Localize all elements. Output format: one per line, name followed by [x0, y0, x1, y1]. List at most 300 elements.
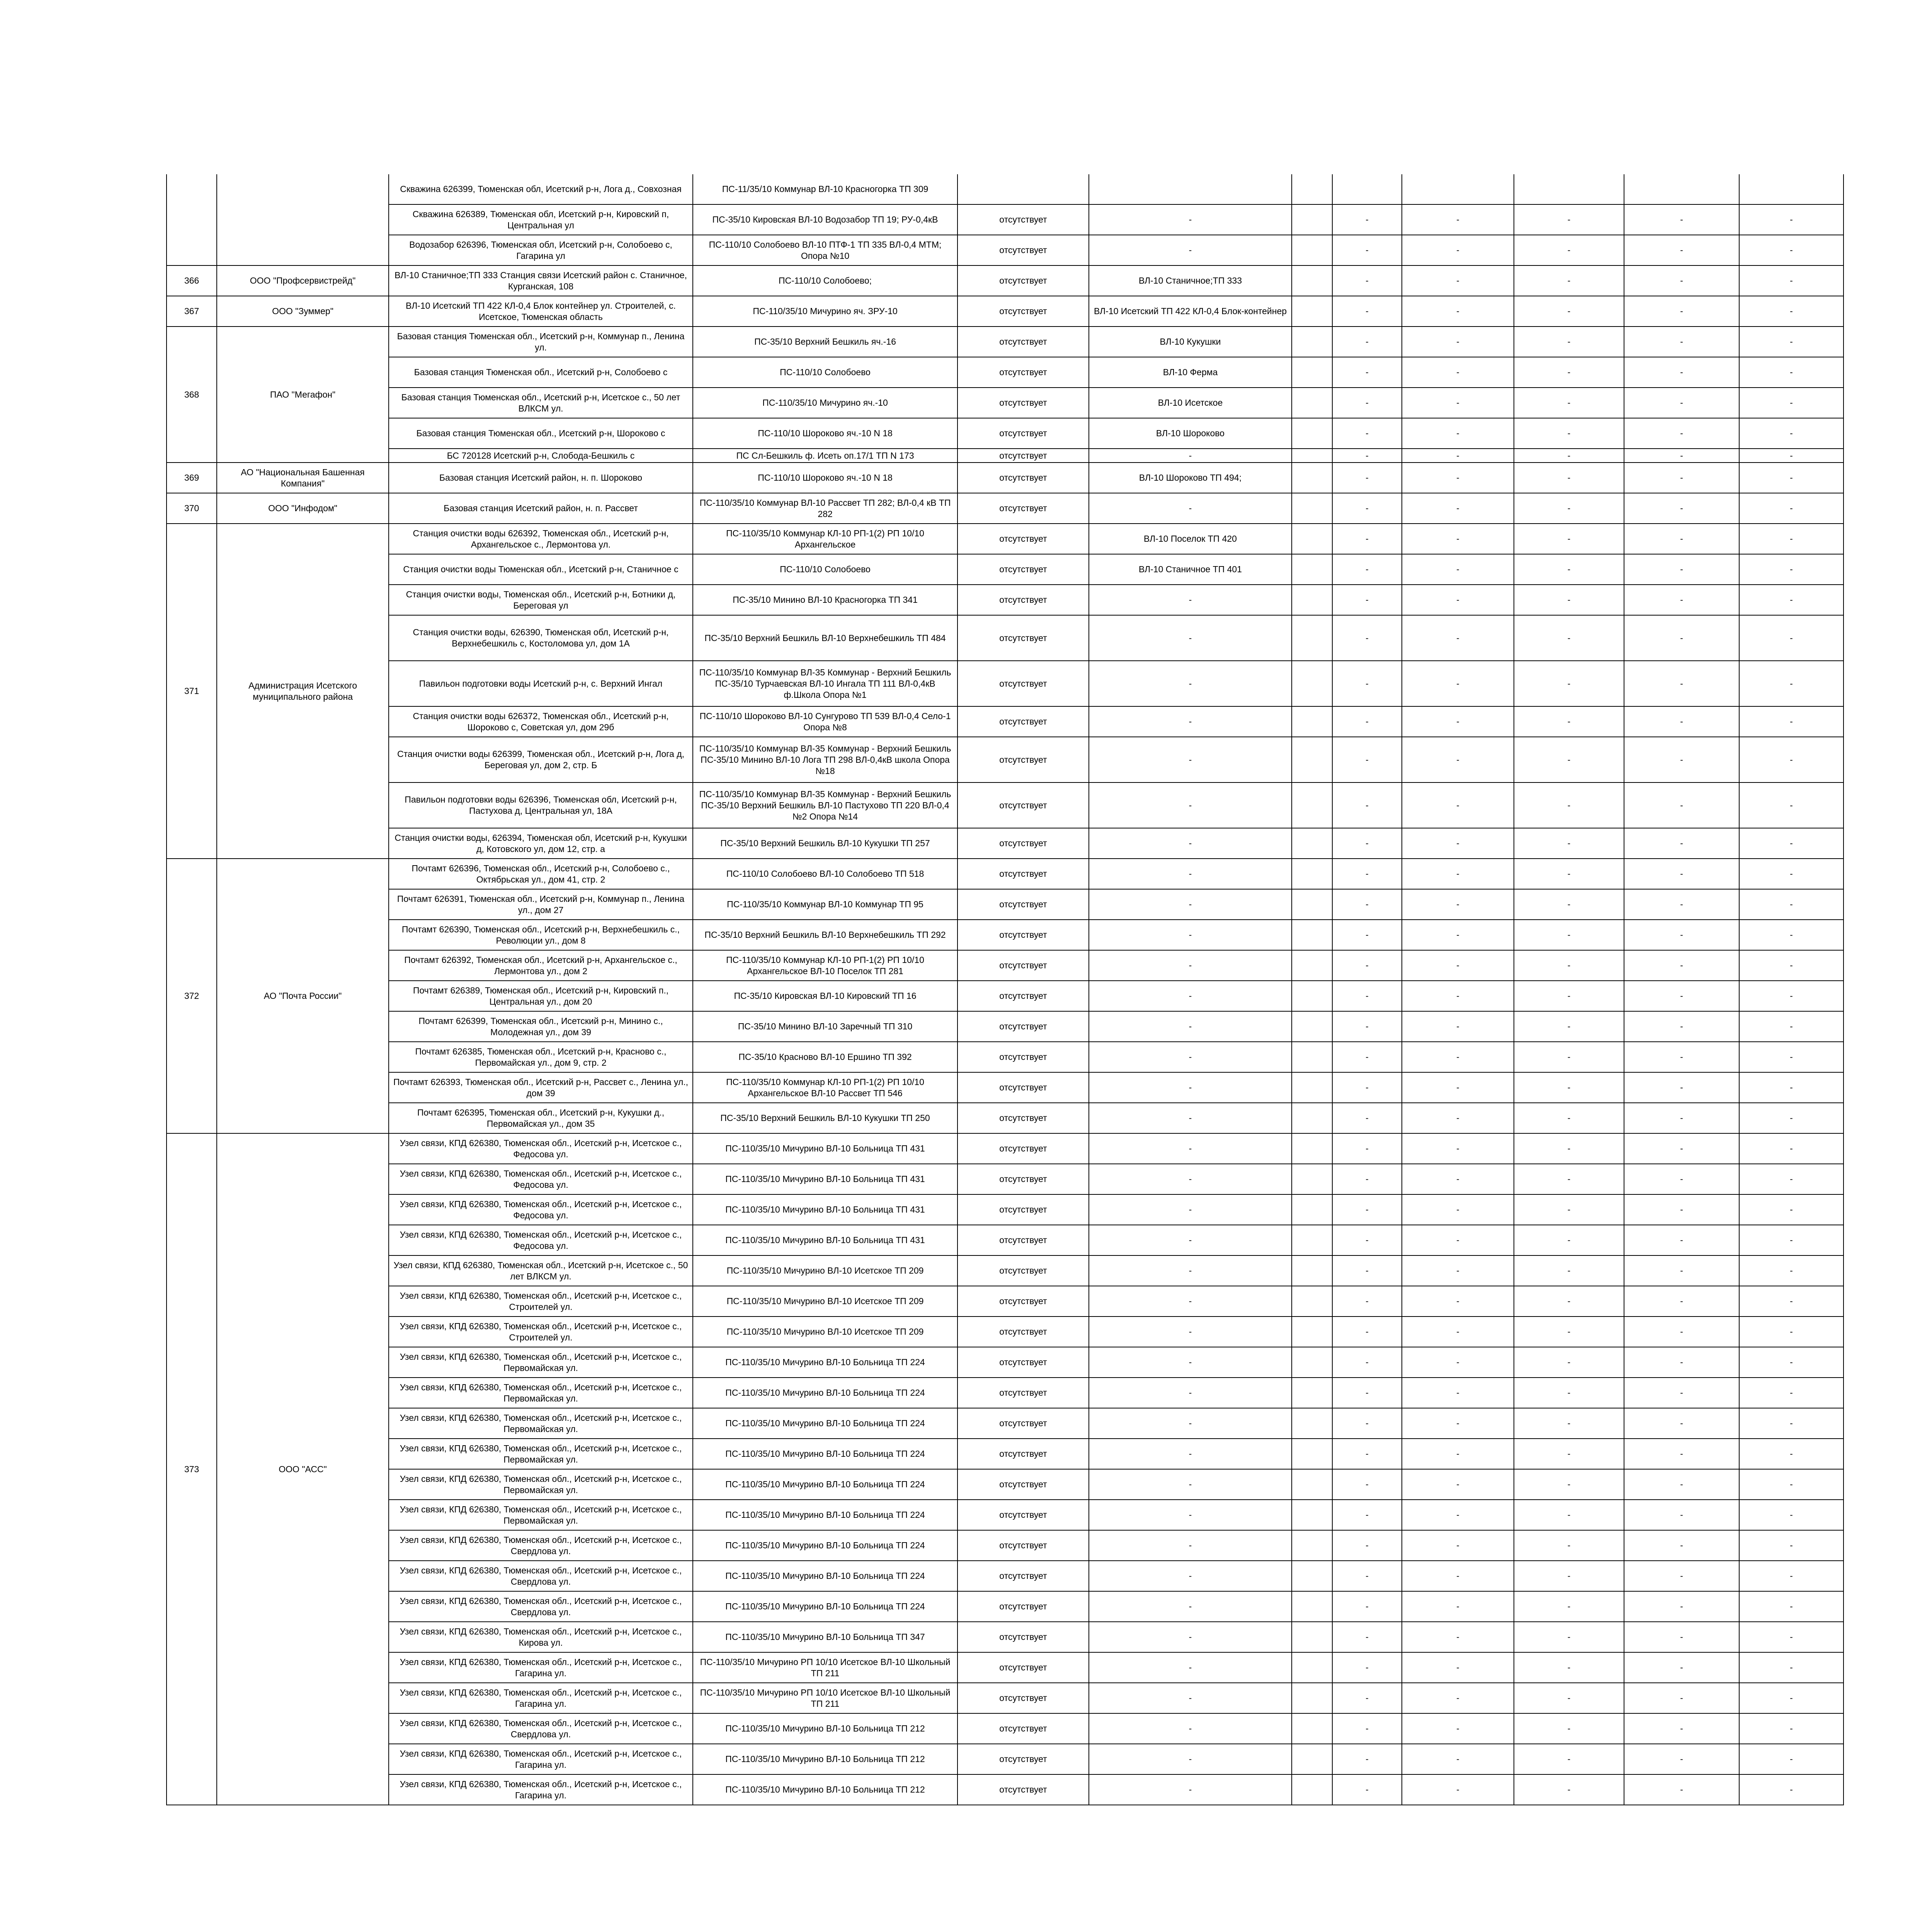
tp-cell: ВЛ-10 Станичное ТП 401 [1089, 554, 1292, 585]
value-cell: - [1624, 265, 1739, 296]
object-cell: Станция очистки воды Тюменская обл., Исетский р-н, Станичное с [389, 554, 693, 585]
value-cell: - [1739, 1744, 1844, 1774]
object-cell: Павильон подготовки воды Исетский р-н, с. Верхний Ингал [389, 661, 693, 706]
power-source-cell: ПС-110/35/10 Мичурино ВЛ-10 Больница ТП 212 [693, 1774, 957, 1805]
value-cell: - [1739, 1439, 1844, 1469]
tp-cell: ВЛ-10 Поселок ТП 420 [1089, 524, 1292, 554]
value-cell: - [1402, 463, 1514, 493]
power-source-cell: ПС-110/35/10 Мичурино ВЛ-10 Больница ТП 224 [693, 1530, 957, 1561]
table-row [167, 1713, 1844, 1744]
value-cell: - [1739, 1011, 1844, 1042]
tp-cell: - [1089, 889, 1292, 920]
tp-cell: - [1089, 1683, 1292, 1713]
value-cell: - [1514, 1103, 1624, 1133]
value-cell: - [1332, 1225, 1402, 1255]
empty-cell [1292, 1652, 1332, 1683]
power-source-cell: ПС-110/35/10 Мичурино ВЛ-10 Больница ТП 431 [693, 1164, 957, 1194]
value-cell: - [1332, 1133, 1402, 1164]
value-cell: - [1402, 1255, 1514, 1286]
value-cell: - [1402, 889, 1514, 920]
table-row [167, 204, 1844, 235]
empty-cell [1292, 554, 1332, 585]
tp-cell: ВЛ-10 Ферма [1089, 357, 1292, 388]
table-row [167, 463, 1844, 493]
value-cell: - [1624, 1774, 1739, 1805]
value-cell: - [1739, 782, 1844, 828]
value-cell: - [1332, 1103, 1402, 1133]
value-cell: - [1624, 1591, 1739, 1622]
tp-cell: - [1089, 1103, 1292, 1133]
value-cell: - [1514, 524, 1624, 554]
row-number-cell: 373 [167, 1133, 217, 1805]
object-cell: Скважина 626399, Тюменская обл, Исетский р-н, Лога д., Совхозная [389, 174, 693, 204]
object-cell: Почтамт 626391, Тюменская обл., Исетский р-н, Коммунар п., Ленина ул., дом 27 [389, 889, 693, 920]
status-cell: отсутствует [957, 357, 1089, 388]
empty-cell [1292, 1317, 1332, 1347]
value-cell: - [1739, 1072, 1844, 1103]
value-cell: - [1624, 1439, 1739, 1469]
value-cell: - [1332, 1378, 1402, 1408]
value-cell: - [1514, 1011, 1624, 1042]
value-cell: - [1739, 1225, 1844, 1255]
value-cell: - [1514, 737, 1624, 782]
empty-cell [1292, 1500, 1332, 1530]
value-cell: - [1332, 296, 1402, 327]
value-cell: - [1402, 615, 1514, 661]
table-row [167, 327, 1844, 357]
object-cell: Узел связи, КПД 626380, Тюменская обл., Исетский р-н, Исетское с., Гагарина ул. [389, 1683, 693, 1713]
value-cell: - [1402, 1561, 1514, 1591]
object-cell: Узел связи, КПД 626380, Тюменская обл., Исетский р-н, Исетское с., Гагарина ул. [389, 1774, 693, 1805]
value-cell: - [1332, 950, 1402, 981]
object-cell: Почтамт 626396, Тюменская обл., Исетский р-н, Солобоево с., Октябрьская ул., дом 41, стр. 2 [389, 859, 693, 889]
status-cell: отсутствует [957, 327, 1089, 357]
status-cell: отсутствует [957, 524, 1089, 554]
status-cell: отсутствует [957, 1317, 1089, 1347]
power-source-cell: ПС-110/35/10 Мичурино ВЛ-10 Исетское ТП 209 [693, 1317, 957, 1347]
value-cell: - [1739, 889, 1844, 920]
table-row [167, 1164, 1844, 1194]
status-cell: отсутствует [957, 737, 1089, 782]
tp-cell: - [1089, 1378, 1292, 1408]
tp-cell: - [1089, 1530, 1292, 1561]
empty-cell [1292, 1225, 1332, 1255]
value-cell: - [1332, 1652, 1402, 1683]
power-source-cell: ПС-110/10 Солобоево; [693, 265, 957, 296]
object-cell: Почтамт 626392, Тюменская обл., Исетский р-н, Архангельское с., Лермонтова ул., дом 2 [389, 950, 693, 981]
value-cell: - [1739, 1194, 1844, 1225]
power-source-cell: ПС-110/35/10 Мичурино РП 10/10 Исетское ВЛ-10 Школьный ТП 211 [693, 1683, 957, 1713]
value-cell: - [1402, 449, 1514, 463]
power-source-cell: ПС-110/35/10 Мичурино ВЛ-10 Больница ТП 224 [693, 1378, 957, 1408]
object-cell: Узел связи, КПД 626380, Тюменская обл., Исетский р-н, Исетское с., Свердлова ул. [389, 1591, 693, 1622]
status-cell: отсутствует [957, 585, 1089, 615]
empty-cell [1292, 327, 1332, 357]
tp-cell: - [1089, 449, 1292, 463]
tp-cell: - [1089, 706, 1292, 737]
tp-cell: - [1089, 1713, 1292, 1744]
power-source-cell: ПС-35/10 Верхний Бешкиль яч.-16 [693, 327, 957, 357]
tp-cell: - [1089, 1439, 1292, 1469]
value-cell: - [1402, 1042, 1514, 1072]
value-cell: - [1514, 1713, 1624, 1744]
table-row [167, 1561, 1844, 1591]
value-cell: - [1739, 1683, 1844, 1713]
value-cell: - [1739, 463, 1844, 493]
value-cell: - [1739, 1713, 1844, 1744]
power-source-cell: ПС Сл-Бешкиль ф. Исеть оп.17/1 ТП N 173 [693, 449, 957, 463]
value-cell: - [1624, 1255, 1739, 1286]
power-source-cell: ПС-110/10 Солобоево [693, 357, 957, 388]
power-source-cell: ПС-35/10 Кировская ВЛ-10 Кировский ТП 16 [693, 981, 957, 1011]
table-row [167, 1744, 1844, 1774]
object-cell: Узел связи, КПД 626380, Тюменская обл., Исетский р-н, Исетское с., Федосова ул. [389, 1164, 693, 1194]
tp-cell: - [1089, 1561, 1292, 1591]
value-cell: - [1402, 1530, 1514, 1561]
value-cell: - [1402, 388, 1514, 418]
value-cell: - [1624, 1133, 1739, 1164]
value-cell: - [1739, 859, 1844, 889]
value-cell: - [1332, 615, 1402, 661]
table-row [167, 449, 1844, 463]
value-cell: - [1402, 1469, 1514, 1500]
power-source-cell: ПС-110/35/10 Коммунар ВЛ-35 Коммунар - Верхний Бешкиль ПС-35/10 Минино ВЛ-10 Лога ТП 298 ВЛ-0,4кВ школа Опора №18 [693, 737, 957, 782]
value-cell: - [1739, 1774, 1844, 1805]
value-cell: - [1514, 449, 1624, 463]
empty-cell [1292, 859, 1332, 889]
power-source-cell: ПС-110/35/10 Мичурино ВЛ-10 Исетское ТП 209 [693, 1286, 957, 1317]
status-cell: отсутствует [957, 828, 1089, 859]
table-row [167, 585, 1844, 615]
table-body [167, 174, 1844, 1805]
value-cell: - [1402, 296, 1514, 327]
value-cell: - [1402, 1286, 1514, 1317]
table-row [167, 1103, 1844, 1133]
status-cell: отсутствует [957, 388, 1089, 418]
value-cell: - [1332, 388, 1402, 418]
power-source-cell: ПС-110/35/10 Мичурино ВЛ-10 Больница ТП 431 [693, 1194, 957, 1225]
value-cell: - [1332, 1683, 1402, 1713]
value-cell [1514, 174, 1624, 204]
value-cell: - [1514, 1378, 1624, 1408]
row-number-cell: 372 [167, 859, 217, 1133]
empty-cell [1292, 950, 1332, 981]
table-row [167, 418, 1844, 449]
object-cell: Узел связи, КПД 626380, Тюменская обл., Исетский р-н, Исетское с., Строителей ул. [389, 1286, 693, 1317]
value-cell: - [1332, 493, 1402, 524]
value-cell: - [1739, 1591, 1844, 1622]
value-cell: - [1739, 1622, 1844, 1652]
power-source-cell: ПС-110/35/10 Мичурино ВЛ-10 Больница ТП 212 [693, 1744, 957, 1774]
power-source-cell: ПС-110/35/10 Коммунар КЛ-10 РП-1(2) РП 10/10 Архангельское [693, 524, 957, 554]
value-cell: - [1402, 204, 1514, 235]
empty-cell [1292, 1255, 1332, 1286]
empty-cell [1292, 1744, 1332, 1774]
tp-cell: - [1089, 1164, 1292, 1194]
value-cell [1624, 174, 1739, 204]
table-row [167, 661, 1844, 706]
object-cell: Узел связи, КПД 626380, Тюменская обл., Исетский р-н, Исетское с., 50 лет ВЛКСМ ул. [389, 1255, 693, 1286]
power-source-cell: ПС-110/10 Солобоево ВЛ-10 ПТФ-1 ТП 335 ВЛ-0,4 МТМ; Опора №10 [693, 235, 957, 265]
table-row [167, 981, 1844, 1011]
status-cell: отсутствует [957, 859, 1089, 889]
status-cell: отсутствует [957, 706, 1089, 737]
table-row [167, 1225, 1844, 1255]
tp-cell: - [1089, 1317, 1292, 1347]
value-cell: - [1624, 357, 1739, 388]
value-cell [1332, 174, 1402, 204]
value-cell: - [1514, 1561, 1624, 1591]
value-cell: - [1514, 327, 1624, 357]
value-cell: - [1402, 1133, 1514, 1164]
table-row [167, 782, 1844, 828]
empty-cell [1292, 889, 1332, 920]
tp-cell: ВЛ-10 Шороково ТП 494; [1089, 463, 1292, 493]
value-cell: - [1739, 265, 1844, 296]
object-cell: Станция очистки воды, Тюменская обл., Исетский р-н, Ботники д, Береговая ул [389, 585, 693, 615]
value-cell: - [1402, 1347, 1514, 1378]
value-cell: - [1624, 1713, 1739, 1744]
value-cell: - [1402, 1500, 1514, 1530]
value-cell: - [1739, 661, 1844, 706]
organization-cell: ООО "Профсервистрейд" [217, 265, 389, 296]
power-source-cell: ПС-110/10 Солобоево ВЛ-10 Солобоево ТП 518 [693, 859, 957, 889]
value-cell: - [1332, 661, 1402, 706]
object-cell: Узел связи, КПД 626380, Тюменская обл., Исетский р-н, Исетское с., Свердлова ул. [389, 1530, 693, 1561]
table-row [167, 950, 1844, 981]
status-cell: отсутствует [957, 1713, 1089, 1744]
empty-cell [1292, 1713, 1332, 1744]
power-source-cell: ПС-110/35/10 Мичурино ВЛ-10 Больница ТП 431 [693, 1225, 957, 1255]
row-number-cell: 368 [167, 327, 217, 463]
table-row [167, 1133, 1844, 1164]
empty-cell [1292, 981, 1332, 1011]
power-source-cell: ПС-35/10 Минино ВЛ-10 Красногорка ТП 341 [693, 585, 957, 615]
empty-cell [1292, 1378, 1332, 1408]
table-row [167, 828, 1844, 859]
table-row [167, 1500, 1844, 1530]
status-cell: отсутствует [957, 463, 1089, 493]
object-cell: Узел связи, КПД 626380, Тюменская обл., Исетский р-н, Исетское с., Первомайская ул. [389, 1378, 693, 1408]
value-cell: - [1332, 828, 1402, 859]
value-cell: - [1624, 585, 1739, 615]
value-cell: - [1624, 920, 1739, 950]
table-row [167, 1683, 1844, 1713]
value-cell: - [1624, 524, 1739, 554]
object-cell: Станция очистки воды, 626390, Тюменская обл, Исетский р-н, Верхнебешкиль с, Костоломова ул, дом 1А [389, 615, 693, 661]
value-cell: - [1514, 1744, 1624, 1774]
object-cell: Базовая станция Тюменская обл., Исетский р-н, Коммунар п., Ленина ул. [389, 327, 693, 357]
value-cell: - [1624, 1469, 1739, 1500]
table-row [167, 493, 1844, 524]
value-cell: - [1514, 1194, 1624, 1225]
power-source-cell: ПС-110/35/10 Коммунар ВЛ-10 Коммунар ТП 95 [693, 889, 957, 920]
status-cell [957, 174, 1089, 204]
object-cell: ВЛ-10 Исетский ТП 422 КЛ-0,4 Блок контейнер ул. Строителей, с. Исетское, Тюменская область [389, 296, 693, 327]
value-cell: - [1402, 1378, 1514, 1408]
tp-cell: - [1089, 615, 1292, 661]
value-cell: - [1514, 661, 1624, 706]
value-cell: - [1739, 1164, 1844, 1194]
value-cell: - [1739, 449, 1844, 463]
value-cell: - [1402, 920, 1514, 950]
tp-cell: - [1089, 1744, 1292, 1774]
tp-cell: - [1089, 1622, 1292, 1652]
organization-cell: АО "Почта России" [217, 859, 389, 1133]
value-cell: - [1402, 828, 1514, 859]
power-source-cell: ПС-110/10 Шороково ВЛ-10 Сунгурово ТП 539 ВЛ-0,4 Село-1 Опора №8 [693, 706, 957, 737]
value-cell: - [1514, 554, 1624, 585]
status-cell: отсутствует [957, 1194, 1089, 1225]
value-cell: - [1624, 1744, 1739, 1774]
value-cell: - [1402, 327, 1514, 357]
value-cell: - [1332, 920, 1402, 950]
value-cell: - [1739, 1317, 1844, 1347]
status-cell: отсутствует [957, 1530, 1089, 1561]
empty-cell [1292, 782, 1332, 828]
value-cell: - [1402, 706, 1514, 737]
row-number-cell: 367 [167, 296, 217, 327]
object-cell: Водозабор 626396, Тюменская обл, Исетский р-н, Солобоево с, Гагарина ул [389, 235, 693, 265]
object-cell: Узел связи, КПД 626380, Тюменская обл., Исетский р-н, Исетское с., Первомайская ул. [389, 1347, 693, 1378]
table-row [167, 1652, 1844, 1683]
value-cell: - [1332, 1255, 1402, 1286]
empty-cell [1292, 1622, 1332, 1652]
tp-cell: - [1089, 1194, 1292, 1225]
value-cell: - [1624, 1286, 1739, 1317]
value-cell: - [1514, 1683, 1624, 1713]
value-cell: - [1514, 828, 1624, 859]
value-cell: - [1332, 1774, 1402, 1805]
status-cell: отсутствует [957, 1133, 1089, 1164]
value-cell: - [1402, 585, 1514, 615]
power-source-cell: ПС-110/35/10 Мичурино ВЛ-10 Больница ТП 212 [693, 1713, 957, 1744]
tp-cell: - [1089, 859, 1292, 889]
table-row [167, 1469, 1844, 1500]
value-cell: - [1514, 1317, 1624, 1347]
status-cell: отсутствует [957, 1774, 1089, 1805]
empty-cell [1292, 1072, 1332, 1103]
status-cell: отсутствует [957, 1255, 1089, 1286]
value-cell: - [1514, 265, 1624, 296]
table-row [167, 1530, 1844, 1561]
value-cell: - [1332, 859, 1402, 889]
table-row [167, 1347, 1844, 1378]
status-cell: отсутствует [957, 1622, 1089, 1652]
value-cell: - [1624, 1500, 1739, 1530]
status-cell: отсутствует [957, 1378, 1089, 1408]
empty-cell [1292, 706, 1332, 737]
value-cell: - [1624, 449, 1739, 463]
tp-cell: - [1089, 1255, 1292, 1286]
table-row [167, 615, 1844, 661]
empty-cell [1292, 1042, 1332, 1072]
empty-cell [1292, 615, 1332, 661]
value-cell: - [1514, 1530, 1624, 1561]
empty-cell [1292, 296, 1332, 327]
empty-cell [1292, 1408, 1332, 1439]
power-source-cell: ПС-110/35/10 Мичурино ВЛ-10 Больница ТП 224 [693, 1439, 957, 1469]
tp-cell: - [1089, 981, 1292, 1011]
power-source-cell: ПС-110/35/10 Коммунар КЛ-10 РП-1(2) РП 10/10 Архангельское ВЛ-10 Поселок ТП 281 [693, 950, 957, 981]
value-cell: - [1624, 388, 1739, 418]
value-cell: - [1514, 1255, 1624, 1286]
value-cell: - [1624, 1683, 1739, 1713]
value-cell: - [1402, 859, 1514, 889]
value-cell: - [1514, 706, 1624, 737]
power-source-cell: ПС-35/10 Верхний Бешкиль ВЛ-10 Кукушки ТП 257 [693, 828, 957, 859]
organization-cell: АО "Национальная Башенная Компания" [217, 463, 389, 493]
status-cell: отсутствует [957, 418, 1089, 449]
value-cell: - [1514, 1042, 1624, 1072]
value-cell: - [1514, 1469, 1624, 1500]
empty-cell [1292, 1591, 1332, 1622]
status-cell: отсутствует [957, 1042, 1089, 1072]
value-cell: - [1332, 1622, 1402, 1652]
object-cell: Базовая станция Тюменская обл., Исетский р-н, Солобоево с [389, 357, 693, 388]
tp-cell: - [1089, 204, 1292, 235]
status-cell: отсутствует [957, 1591, 1089, 1622]
table-row [167, 357, 1844, 388]
value-cell: - [1739, 388, 1844, 418]
power-source-cell: ПС-110/35/10 Мичурино ВЛ-10 Исетское ТП 209 [693, 1255, 957, 1286]
value-cell [1739, 174, 1844, 204]
value-cell: - [1514, 357, 1624, 388]
power-source-cell: ПС-35/10 Красново ВЛ-10 Ершино ТП 392 [693, 1042, 957, 1072]
status-cell: отсутствует [957, 493, 1089, 524]
object-cell: Узел связи, КПД 626380, Тюменская обл., Исетский р-н, Исетское с., Федосова ул. [389, 1225, 693, 1255]
value-cell: - [1332, 357, 1402, 388]
value-cell: - [1402, 1683, 1514, 1713]
table-row [167, 920, 1844, 950]
value-cell: - [1402, 1164, 1514, 1194]
empty-cell [1292, 235, 1332, 265]
tp-cell: - [1089, 1286, 1292, 1317]
value-cell: - [1514, 585, 1624, 615]
organization-cell: ООО "АСС" [217, 1133, 389, 1805]
value-cell: - [1624, 950, 1739, 981]
value-cell: - [1624, 1103, 1739, 1133]
value-cell: - [1739, 981, 1844, 1011]
value-cell: - [1739, 418, 1844, 449]
value-cell: - [1624, 1164, 1739, 1194]
value-cell: - [1514, 1164, 1624, 1194]
value-cell: - [1624, 554, 1739, 585]
value-cell: - [1624, 327, 1739, 357]
value-cell: - [1402, 1103, 1514, 1133]
power-source-cell: ПС-110/35/10 Мичурино яч. ЗРУ-10 [693, 296, 957, 327]
table-row [167, 706, 1844, 737]
object-cell: Узел связи, КПД 626380, Тюменская обл., Исетский р-н, Исетское с., Свердлова ул. [389, 1561, 693, 1591]
value-cell: - [1624, 1378, 1739, 1408]
value-cell: - [1332, 1011, 1402, 1042]
status-cell: отсутствует [957, 235, 1089, 265]
empty-cell [1292, 1286, 1332, 1317]
value-cell: - [1624, 296, 1739, 327]
empty-cell [1292, 737, 1332, 782]
value-cell: - [1402, 524, 1514, 554]
value-cell: - [1332, 1713, 1402, 1744]
value-cell: - [1402, 661, 1514, 706]
table-row [167, 1378, 1844, 1408]
power-source-cell: ПС-110/35/10 Мичурино ВЛ-10 Больница ТП 224 [693, 1500, 957, 1530]
value-cell: - [1739, 204, 1844, 235]
object-cell: Базовая станция Исетский район, н. п. Шороково [389, 463, 693, 493]
value-cell: - [1624, 782, 1739, 828]
value-cell: - [1332, 1347, 1402, 1378]
value-cell: - [1332, 1530, 1402, 1561]
value-cell: - [1402, 493, 1514, 524]
